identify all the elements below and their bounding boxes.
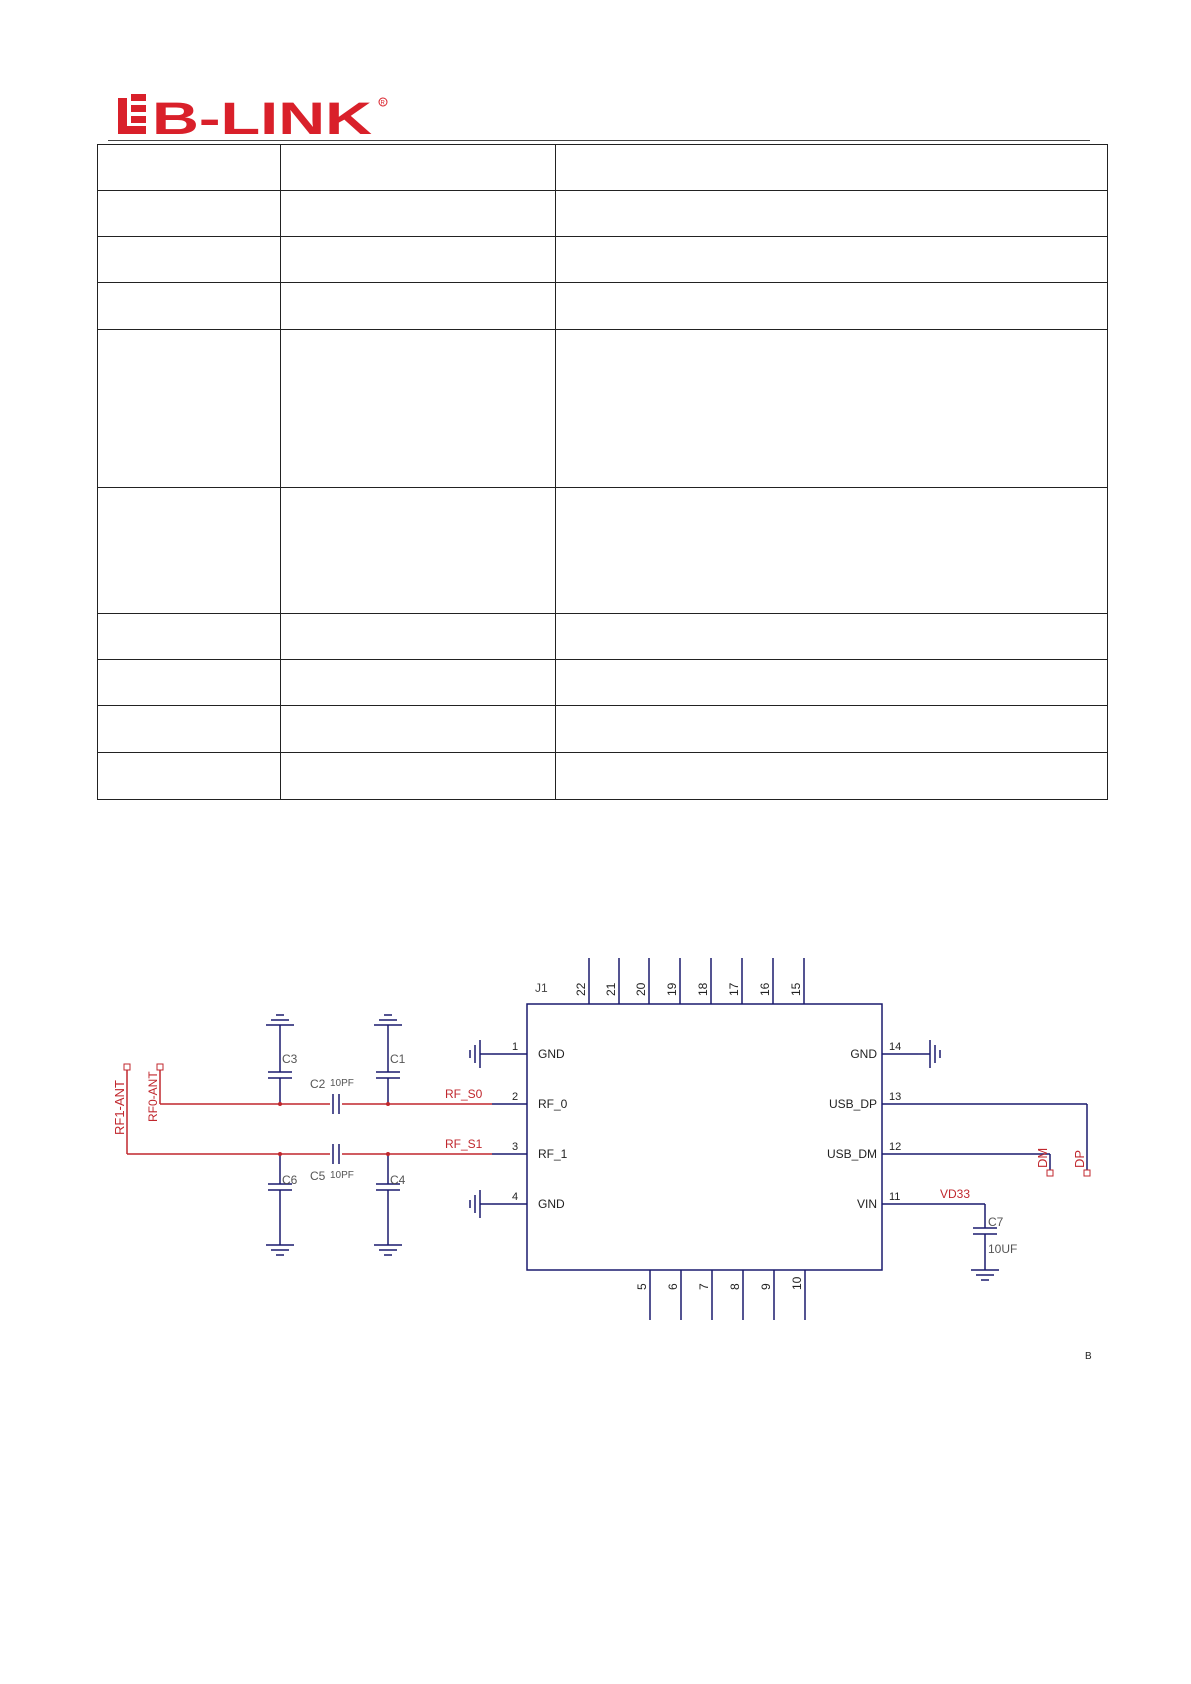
net-label-rf-s1: RF_S1: [445, 1137, 483, 1151]
header-rule: [108, 140, 1090, 141]
table-cell: [281, 706, 556, 753]
top-pin-number: 21: [604, 982, 618, 996]
table-row: [98, 660, 1108, 706]
net-label-dp: DP: [1072, 1149, 1087, 1168]
left-pin-number: 1: [512, 1041, 519, 1053]
table-cell: [281, 614, 556, 660]
top-pin-number: 17: [727, 982, 741, 996]
part-c5: C5: [310, 1169, 326, 1183]
junction: [386, 1102, 390, 1106]
table-cell: [98, 145, 281, 191]
net-label-rf0-ant: RF0-ANT: [146, 1071, 160, 1122]
part-c6: C6: [282, 1173, 298, 1187]
part-c2: C2: [310, 1077, 326, 1091]
rf1-ant-port: [124, 1064, 130, 1070]
junction: [278, 1152, 282, 1156]
part-c7: C7: [988, 1215, 1004, 1229]
part-c7-value: 10UF: [988, 1242, 1018, 1256]
table-cell: [281, 488, 556, 614]
right-pin-number: 11: [889, 1191, 901, 1203]
right-pin-number: 13: [889, 1091, 902, 1103]
right-pin-name: USB_DP: [828, 1097, 877, 1111]
table-row: [98, 488, 1108, 614]
bottom-pin-number: 5: [635, 1283, 649, 1290]
svg-text:B-LINK: B-LINK: [152, 93, 373, 140]
lb-link-logo: [118, 92, 398, 140]
bottom-pin-number: 9: [759, 1283, 773, 1290]
table-cell: [98, 191, 281, 237]
chip-j1-body: [527, 1004, 882, 1270]
corner-mark: B: [1085, 1351, 1092, 1362]
top-pin-number: 22: [574, 982, 588, 996]
left-pin-number: 4: [512, 1191, 519, 1203]
left-pin-number: 2: [512, 1091, 519, 1103]
left-pin-name: RF_1: [538, 1147, 568, 1161]
table-cell: [556, 237, 1108, 283]
cap-gap: [330, 1096, 342, 1112]
right-pin-number: 12: [889, 1141, 902, 1153]
table-cell: [281, 145, 556, 191]
left-pin-name: GND: [538, 1047, 565, 1061]
left-pin-number: 3: [512, 1141, 519, 1153]
table-cell: [556, 191, 1108, 237]
table-cell: [556, 488, 1108, 614]
right-pin-name: GND: [850, 1047, 877, 1061]
rf0-ant-port: [157, 1064, 163, 1070]
net-label-rf-s0: RF_S0: [445, 1087, 483, 1101]
top-pin-number: 19: [665, 982, 679, 996]
net-label-dm: DM: [1035, 1147, 1050, 1168]
table-cell: [556, 145, 1108, 191]
table-row: [98, 330, 1108, 488]
schematic-diagram: [0, 940, 1191, 1360]
table-cell: [281, 330, 556, 488]
table-cell: [98, 237, 281, 283]
bottom-pin-number: 7: [697, 1283, 711, 1290]
table-row: [98, 753, 1108, 800]
table-cell: [281, 237, 556, 283]
table-cell: [98, 283, 281, 330]
table-cell: [281, 753, 556, 800]
net-label-vd33: VD33: [940, 1187, 971, 1201]
table-cell: [98, 488, 281, 614]
dp-port: [1084, 1170, 1090, 1176]
table-cell: [556, 660, 1108, 706]
table-row: [98, 706, 1108, 753]
cap-gap: [330, 1146, 342, 1162]
table-row: [98, 145, 1108, 191]
junction: [278, 1102, 282, 1106]
part-c4: C4: [390, 1173, 406, 1187]
bottom-pin-number: 10: [790, 1276, 804, 1290]
table-cell: [556, 330, 1108, 488]
table-cell: [556, 614, 1108, 660]
part-c3: C3: [282, 1052, 298, 1066]
table-cell: [281, 283, 556, 330]
svg-text:R: R: [380, 100, 385, 107]
part-c5-value: 10PF: [330, 1170, 354, 1181]
table-cell: [281, 191, 556, 237]
left-pin-name: RF_0: [538, 1097, 568, 1111]
table-cell: [98, 330, 281, 488]
table-cell: [98, 706, 281, 753]
table-cell: [98, 753, 281, 800]
part-c2-value: 10PF: [330, 1078, 354, 1089]
table-row: [98, 283, 1108, 330]
bottom-pin-number: 6: [666, 1283, 680, 1290]
table-cell: [281, 660, 556, 706]
part-c1: C1: [390, 1052, 406, 1066]
table-row: [98, 614, 1108, 660]
bottom-pin-number: 8: [728, 1283, 742, 1290]
top-pin-number: 20: [634, 982, 648, 996]
spec-table: [97, 144, 1108, 800]
net-label-rf1-ant: RF1-ANT: [112, 1080, 127, 1135]
table-cell: [98, 660, 281, 706]
table-cell: [556, 283, 1108, 330]
top-pin-number: 15: [789, 982, 803, 996]
junction: [386, 1152, 390, 1156]
table-row: [98, 191, 1108, 237]
right-pin-name: VIN: [856, 1197, 877, 1211]
table-cell: [98, 614, 281, 660]
right-pin-name: USB_DM: [826, 1147, 877, 1161]
top-pin-number: 18: [696, 982, 710, 996]
chip-ref: J1: [535, 981, 548, 995]
top-pin-number: 16: [758, 982, 772, 996]
table-cell: [556, 753, 1108, 800]
table-row: [98, 237, 1108, 283]
left-pin-name: GND: [538, 1197, 565, 1211]
dm-port: [1047, 1170, 1053, 1176]
right-pin-number: 14: [889, 1041, 902, 1053]
table-cell: [556, 706, 1108, 753]
